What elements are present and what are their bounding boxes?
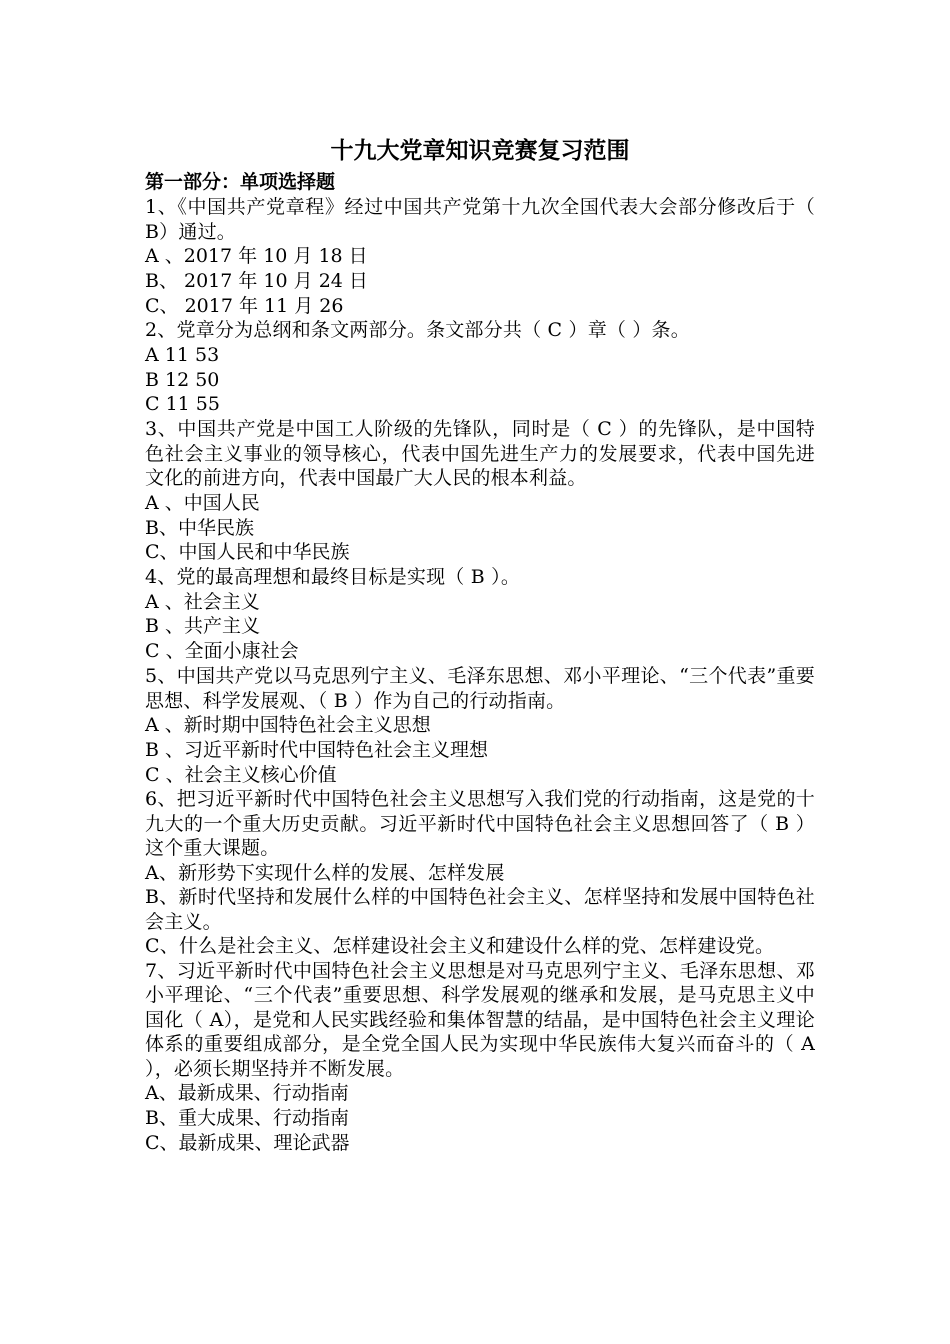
question-text: 1、《中国共产党章程》经过中国共产党第十九次全国代表大会部分修改后于（ B）通过。 <box>145 196 815 243</box>
answer-option: B、 2017 年 10 月 24 日 <box>145 269 368 292</box>
answer-option: A 11 53 <box>145 343 220 366</box>
question-block <box>145 664 815 787</box>
question-block <box>145 959 815 1156</box>
answer-option: A 、中国人民 <box>145 491 260 514</box>
question-block <box>145 318 815 417</box>
question-block <box>145 417 815 565</box>
answer-option: C 11 55 <box>145 393 220 416</box>
answer-option: B 、习近平新时代中国特色社会主义理想 <box>145 738 489 761</box>
document-content <box>145 134 815 1156</box>
question-text: 2、党章分为总纲和条文两部分。条文部分共（ C ）章（ ）条。 <box>145 319 690 342</box>
answer-option: A 、2017 年 10 月 18 日 <box>145 245 368 267</box>
question-text: 5、中国共产党以马克思列宁主义、毛泽东思想、邓小平理论、“三个代表”重要思想、科学发展观、（ B ）作为自己的行动指南。 <box>145 665 815 712</box>
question-block <box>145 195 815 318</box>
answer-option: B 、共产主义 <box>145 615 261 638</box>
question-text: 4、党的最高理想和最终目标是实现（ B ）。 <box>145 566 521 589</box>
answer-option: C、最新成果、理论武器 <box>145 1132 350 1155</box>
section-heading: 第一部分：单项选择题 <box>145 171 336 193</box>
answer-option: C、中国人民和中华民族 <box>145 541 350 564</box>
answer-option: C 、社会主义核心价值 <box>145 763 337 786</box>
answer-option: A、新形势下实现什么样的发展、怎样发展 <box>145 861 505 884</box>
answer-option: B 12 50 <box>145 368 220 391</box>
answer-option: B、重大成果、行动指南 <box>145 1107 349 1130</box>
question-text: 6、把习近平新时代中国特色社会主义思想写入我们党的行动指南，这是党的十九大的一个重大历史贡献。习近平新时代中国特色社会主义思想回答了（ B ）这个重大课题。 <box>145 788 815 860</box>
answer-option: C、什么是社会主义、怎样建设社会主义和建设什么样的党、怎样建设党。 <box>145 935 775 958</box>
question-text: 3、中国共产党是中国工人阶级的先锋队，同时是（ C ）的先锋队，是中国特色社会主义事业的领导核心，代表中国先进生产力的发展要求，代表中国先进文化的前进方向，代表中国最广大人民的根本利益。 <box>145 418 815 490</box>
answer-option: A 、新时期中国特色社会主义思想 <box>145 714 431 737</box>
answer-option: A、最新成果、行动指南 <box>145 1082 349 1105</box>
answer-option: A 、社会主义 <box>145 590 260 613</box>
question-text: 7、习近平新时代中国特色社会主义思想是对马克思列宁主义、毛泽东思想、邓小平理论、“三个代表”重要思想、科学发展观的继承和发展，是马克思主义中国化（ A），是党和人民实践经验和集体智慧的结晶，是中国特色社会主义理论体系的重要组成部分，是全党全国人民为实现中华民族伟大复兴而奋斗的（ A ），必须长期坚持并不断发展。 <box>145 959 815 1080</box>
answer-option: C、 2017 年 11 月 26 <box>145 294 344 317</box>
answer-option: B、新时代坚持和发展什么样的中国特色社会主义、怎样坚持和发展中国特色社会主义。 <box>145 886 815 933</box>
question-block <box>145 787 815 959</box>
document-title: 十九大党章知识竞赛复习范围 <box>330 138 630 164</box>
answer-option: B、中华民族 <box>145 516 254 539</box>
answer-option: C 、全面小康社会 <box>145 640 299 663</box>
question-block <box>145 565 815 664</box>
